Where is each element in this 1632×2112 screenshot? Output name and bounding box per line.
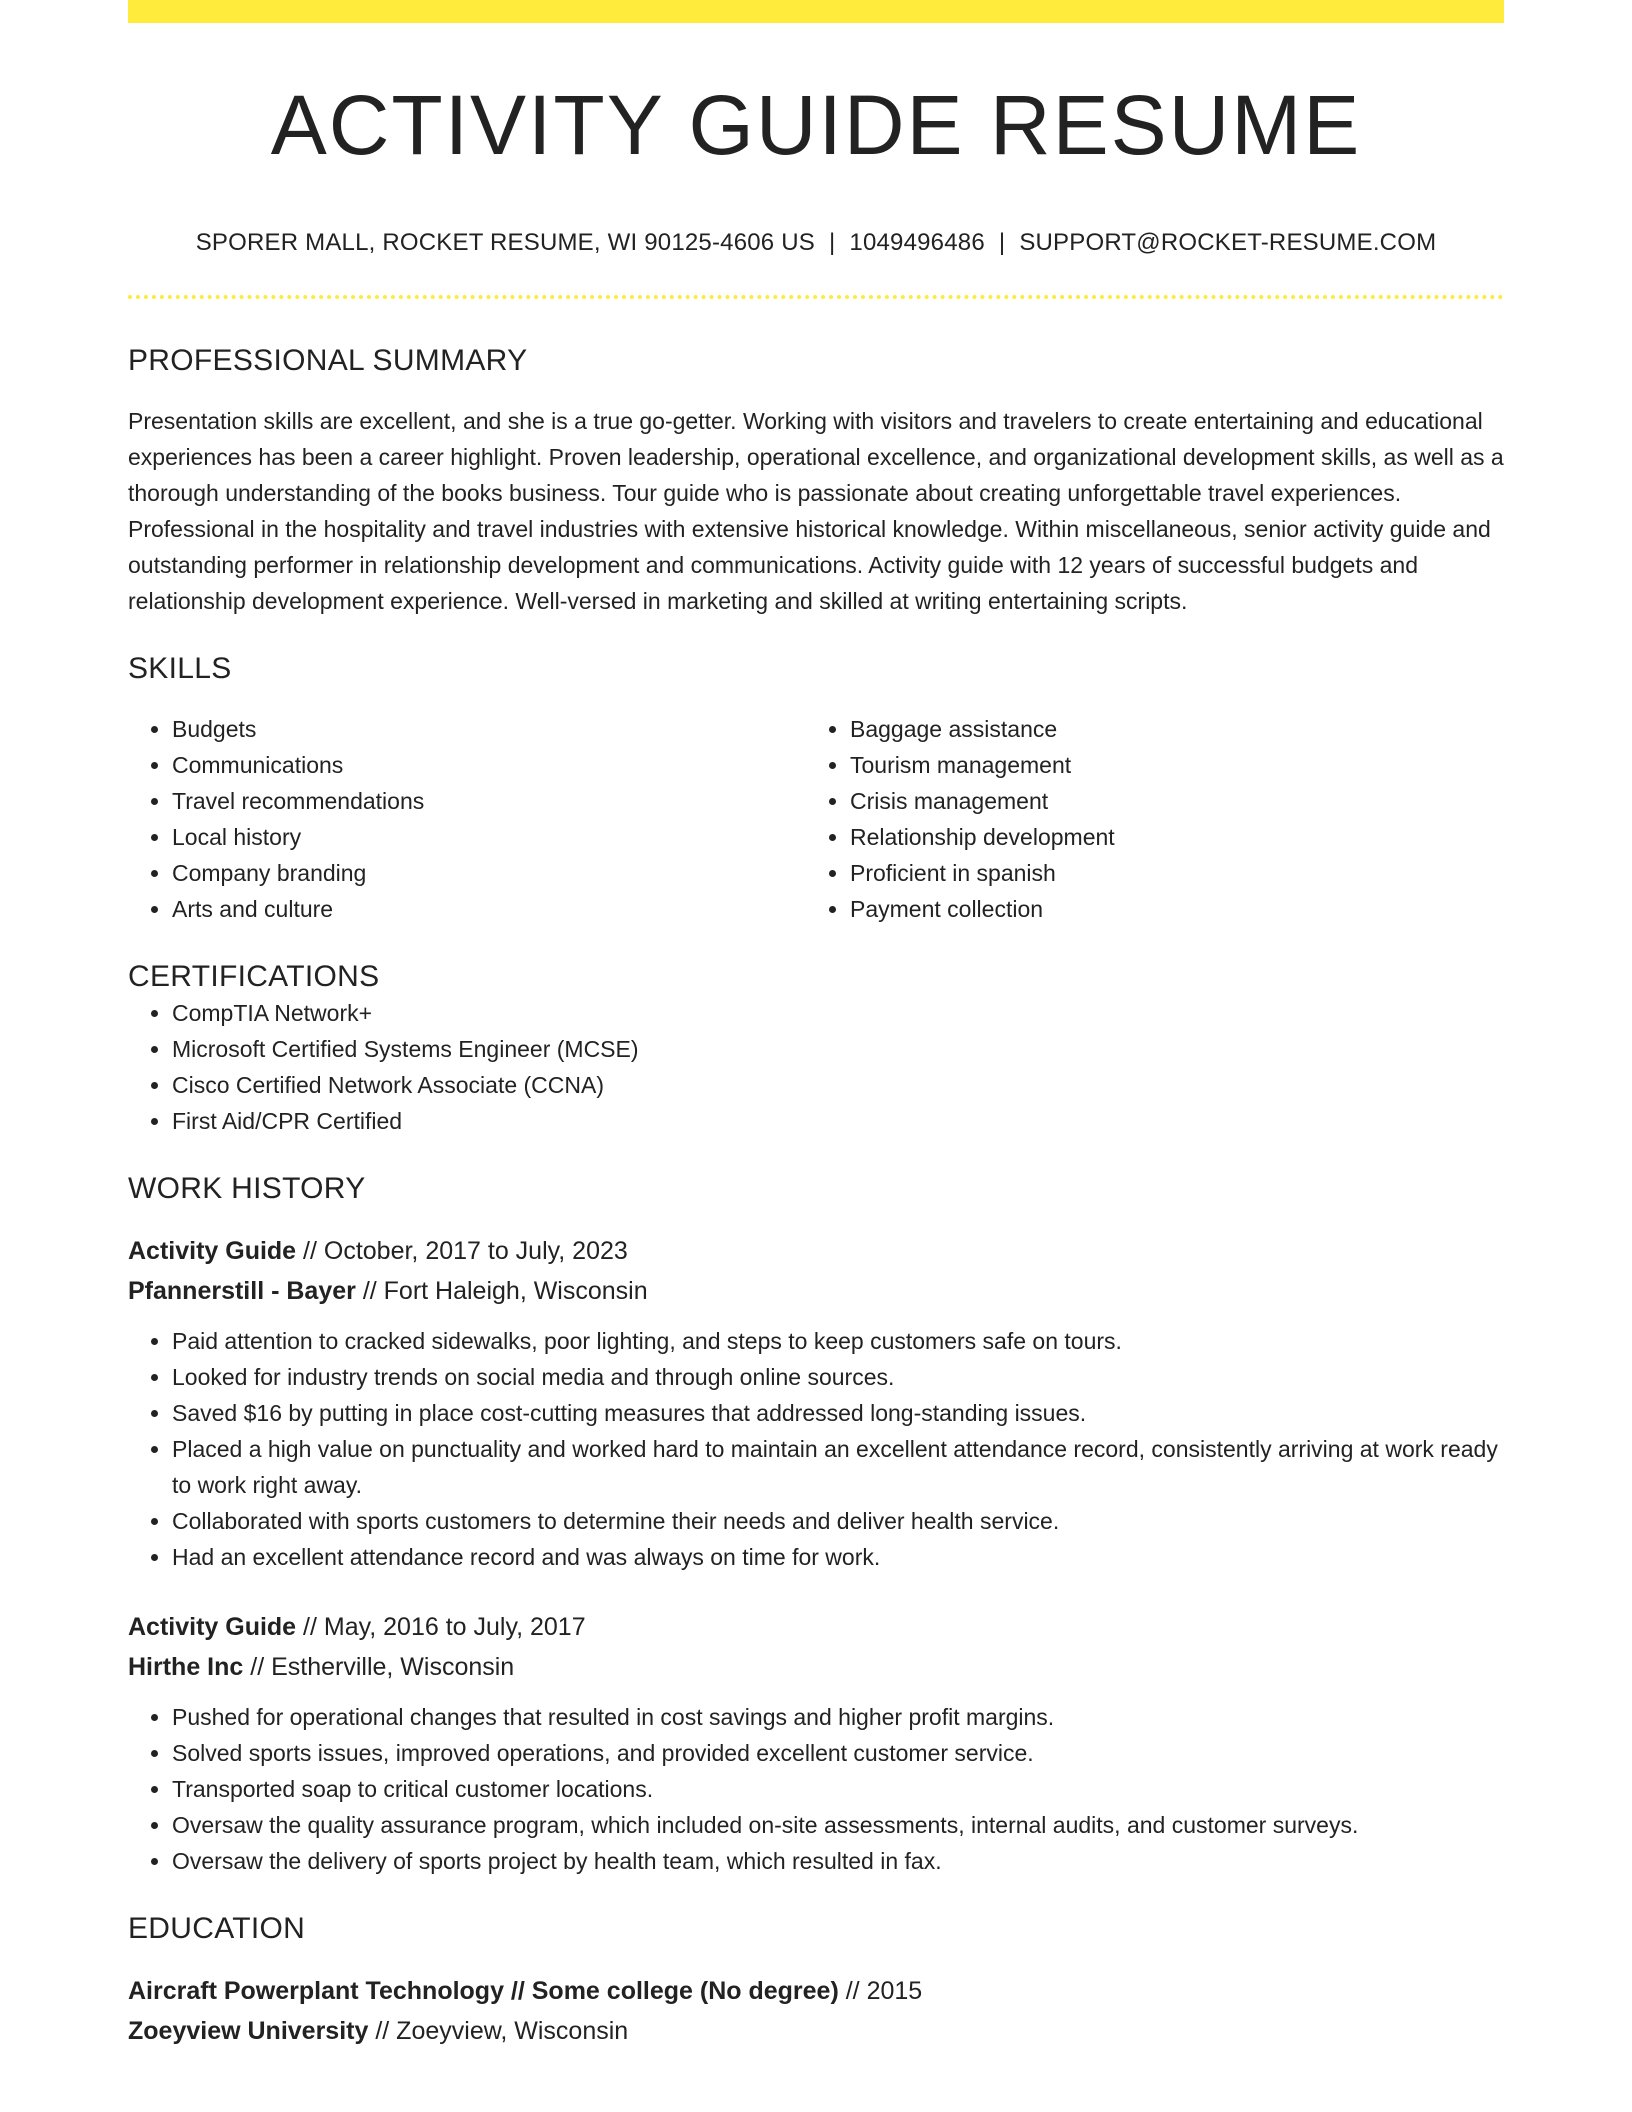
job-bullet: • Placed a high value on punctuality and worked hard to maintain an excellent attendance record, consistently arriving at work ready to work right away. (172, 1431, 1504, 1503)
job-location: // Estherville, Wisconsin (250, 1653, 515, 1681)
education-year: // 2015 (845, 1977, 923, 2005)
job-bullet: • Had an excellent attendance record and was always on time for work. (172, 1539, 1504, 1575)
job-bullet: • Oversaw the quality assurance program, which included on-site assessments, internal audits, and customer surveys. (172, 1807, 1504, 1843)
education-degree-line (128, 1971, 1504, 2011)
skill-item: • Proficient in spanish (850, 855, 1484, 891)
job-bullet: • Paid attention to cracked sidewalks, poor lighting, and steps to keep customers safe on tours. (172, 1323, 1504, 1359)
education-degree: Aircraft Powerplant Technology // Some college (No degree) (128, 1977, 839, 2005)
contact-separator: | (998, 229, 1006, 256)
skill-item: • Baggage assistance (850, 711, 1484, 747)
certification-item: • Cisco Certified Network Associate (CCNA) (172, 1067, 1504, 1103)
job-bullet: • Collaborated with sports customers to determine their needs and deliver health service. (172, 1503, 1504, 1539)
job-bullet: • Transported soap to critical customer locations. (172, 1771, 1504, 1807)
certifications-heading: CERTIFICATIONS (128, 960, 380, 993)
job-entry (128, 1607, 1504, 1879)
skill-item: • Tourism management (850, 747, 1484, 783)
job-role-line (128, 1231, 1504, 1271)
job-company: Hirthe Inc (128, 1653, 244, 1681)
skills-grid (128, 711, 1504, 927)
education-school: Zoeyview University (128, 2017, 369, 2045)
skill-item: • Relationship development (850, 819, 1484, 855)
education-heading: EDUCATION (128, 1912, 306, 1945)
skill-item: • Arts and culture (172, 891, 806, 927)
job-bullet: • Oversaw the delivery of sports project by health team, which resulted in fax. (172, 1843, 1504, 1879)
summary-heading: PROFESSIONAL SUMMARY (128, 344, 528, 377)
job-company-line (128, 1647, 1504, 1687)
contact-line (128, 229, 1504, 257)
skills-column-right (806, 711, 1484, 927)
contact-separator: | (828, 229, 836, 256)
work-history-heading: WORK HISTORY (128, 1172, 366, 1205)
certifications-list (128, 995, 1504, 1139)
skill-item: • Crisis management (850, 783, 1484, 819)
skill-item: • Local history (172, 819, 806, 855)
summary-text: Presentation skills are excellent, and she is a true go-getter. Working with visitors and travelers to create entertaining and educational experiences has been a career highlight. Proven leadership, operational excellence, and organizational development skills, as well as a thorough understanding of the books business. Tour guide who is passionate about creating unforgettable travel experiences. Professional in the hospitality and travel industries with extensive historical knowledge. Within miscellaneous, senior activity guide and outstanding performer in relationship development and communications. Activity guide with 12 years of successful budgets and relationship development experience. Well-versed in marketing and skilled at writing entertaining scripts. (128, 408, 1504, 614)
job-company-line (128, 1271, 1504, 1311)
job-bullet: • Pushed for operational changes that resulted in cost savings and higher profit margins. (172, 1699, 1504, 1735)
job-bullets (128, 1323, 1504, 1575)
contact-address: SPORER MALL, ROCKET RESUME, WI 90125-4606 US (195, 229, 815, 256)
contact-phone: 1049496486 (849, 229, 985, 256)
job-role-line (128, 1607, 1504, 1647)
contact-email: SUPPORT@ROCKET-RESUME.COM (1019, 229, 1437, 256)
skill-item: • Communications (172, 747, 806, 783)
skills-heading: SKILLS (128, 652, 232, 685)
skill-item: • Company branding (172, 855, 806, 891)
education-school-line (128, 2011, 1504, 2051)
certification-item: • Microsoft Certified Systems Engineer (MCSE) (172, 1031, 1504, 1067)
job-dates: // May, 2016 to July, 2017 (303, 1613, 586, 1641)
certification-item: • First Aid/CPR Certified (172, 1103, 1504, 1139)
header-divider (128, 295, 1504, 299)
top-accent-bar (128, 0, 1504, 23)
education-entry (128, 1971, 1504, 2051)
job-dates: // October, 2017 to July, 2023 (303, 1237, 628, 1265)
job-bullets (128, 1699, 1504, 1879)
job-location: // Fort Haleigh, Wisconsin (362, 1277, 648, 1305)
job-entry (128, 1231, 1504, 1575)
skill-item: • Payment collection (850, 891, 1484, 927)
education-location: // Zoeyview, Wisconsin (375, 2017, 629, 2045)
skill-item: • Budgets (172, 711, 806, 747)
job-bullet: • Saved $16 by putting in place cost-cutting measures that addressed long-standing issues. (172, 1395, 1504, 1431)
job-bullet: • Looked for industry trends on social media and through online sources. (172, 1359, 1504, 1395)
job-role: Activity Guide (128, 1237, 297, 1265)
skills-column-left (128, 711, 806, 927)
job-company: Pfannerstill - Bayer (128, 1277, 356, 1305)
resume-page (128, 0, 1504, 2051)
job-bullet: • Solved sports issues, improved operations, and provided excellent customer service. (172, 1735, 1504, 1771)
certification-item: • CompTIA Network+ (172, 995, 1504, 1031)
skill-item: • Travel recommendations (172, 783, 806, 819)
job-role: Activity Guide (128, 1613, 297, 1641)
resume-title: ACTIVITY GUIDE RESUME (270, 78, 1362, 172)
